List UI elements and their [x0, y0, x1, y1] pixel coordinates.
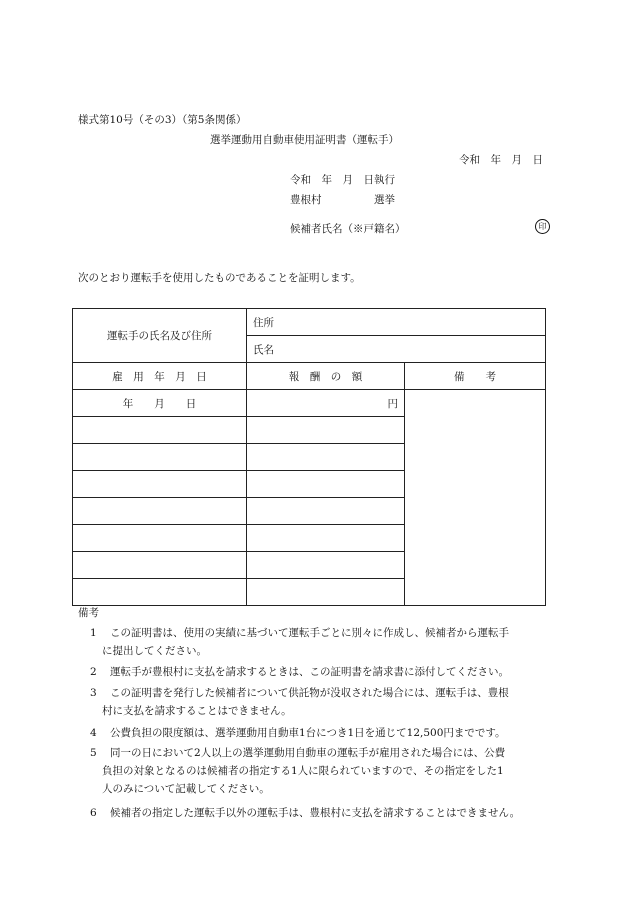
document-title: 選挙運動用自動車使用証明書（運転手） — [210, 134, 399, 146]
pay-amount-cell — [247, 498, 405, 525]
note-text: 運転手が豊根村に支払を請求するときは、この証明書を請求書に添付してください。 — [110, 666, 509, 678]
pay-amount-cell — [247, 579, 405, 606]
pay-amount-cell — [247, 525, 405, 552]
hire-date-cell — [73, 471, 247, 498]
note-number: 6 — [90, 807, 97, 819]
name-field: 氏名 — [247, 336, 546, 363]
certificate-table — [72, 308, 546, 606]
notes-heading: 備考 — [78, 607, 99, 619]
certification-date: 令和 年 月 日 — [459, 154, 543, 166]
note-item — [90, 624, 560, 660]
hire-date-cell — [73, 444, 247, 471]
hire-date-cell — [73, 552, 247, 579]
table-row — [73, 309, 546, 336]
note-item — [90, 684, 560, 720]
note-number: 2 — [90, 666, 97, 678]
election-date: 令和 年 月 日執行 — [290, 174, 395, 186]
table-row — [73, 390, 546, 417]
address-field: 住所 — [247, 309, 546, 336]
pay-amount-cell — [247, 471, 405, 498]
note-text: 公費負担の限度額は、選挙運動用自動車1台につき1日を通じて12,500円までです。 — [110, 727, 506, 739]
note-text-continued: 村に支払を請求することはできません。 — [102, 705, 292, 717]
header-remarks: 備 考 — [405, 363, 546, 390]
note-text: 候補者の指定した運転手以外の運転手は、豊根村に支払を請求することはできません。 — [110, 807, 521, 819]
hire-date-cell — [73, 525, 247, 552]
pay-amount-cell — [247, 417, 405, 444]
note-text: 同一の日において2人以上の選挙運動用自動車の運転手が雇用された場合には、公費 — [110, 747, 506, 759]
form-number: 様式第10号（その3）（第5条関係） — [78, 114, 247, 126]
remarks-cell — [405, 390, 546, 606]
seal-mark: 印 — [535, 219, 550, 234]
intro-text: 次のとおり運転手を使用したものであることを証明します。 — [78, 272, 361, 284]
pay-amount-cell: 円 — [247, 390, 405, 417]
note-text-continued: 人のみについて記載してください。 — [102, 783, 270, 795]
header-hire-date: 雇 用 年 月 日 — [73, 363, 247, 390]
note-item — [90, 663, 560, 681]
candidate-name-label: 候補者氏名（※戸籍名） — [290, 223, 406, 235]
table-header-row — [73, 363, 546, 390]
pay-amount-cell — [247, 444, 405, 471]
note-item — [90, 744, 560, 798]
note-number: 4 — [90, 727, 97, 739]
note-number: 3 — [90, 687, 97, 699]
header-pay-amount: 報 酬 の 額 — [247, 363, 405, 390]
note-text: この証明書は、使用の実績に基づいて運転手ごとに別々に作成し、候補者から運転手 — [110, 627, 509, 639]
hire-date-cell — [73, 579, 247, 606]
note-text-continued: に提出してください。 — [102, 645, 207, 657]
hire-date-cell — [73, 417, 247, 444]
village-election: 豊根村 選挙 — [290, 194, 395, 206]
note-item — [90, 804, 560, 822]
note-number: 1 — [90, 627, 97, 639]
hire-date-cell — [73, 498, 247, 525]
note-text-continued: 負担の対象となるのは候補者の指定する1人に限られていますので、その指定をした1 — [102, 765, 504, 777]
note-text: この証明書を発行した候補者について供託物が没収された場合には、運転手は、豊根 — [110, 687, 509, 699]
pay-amount-cell — [247, 552, 405, 579]
note-item — [90, 724, 560, 742]
hire-date-cell: 年 月 日 — [73, 390, 247, 417]
note-number: 5 — [90, 747, 97, 759]
driver-label: 運転手の氏名及び住所 — [73, 309, 247, 363]
